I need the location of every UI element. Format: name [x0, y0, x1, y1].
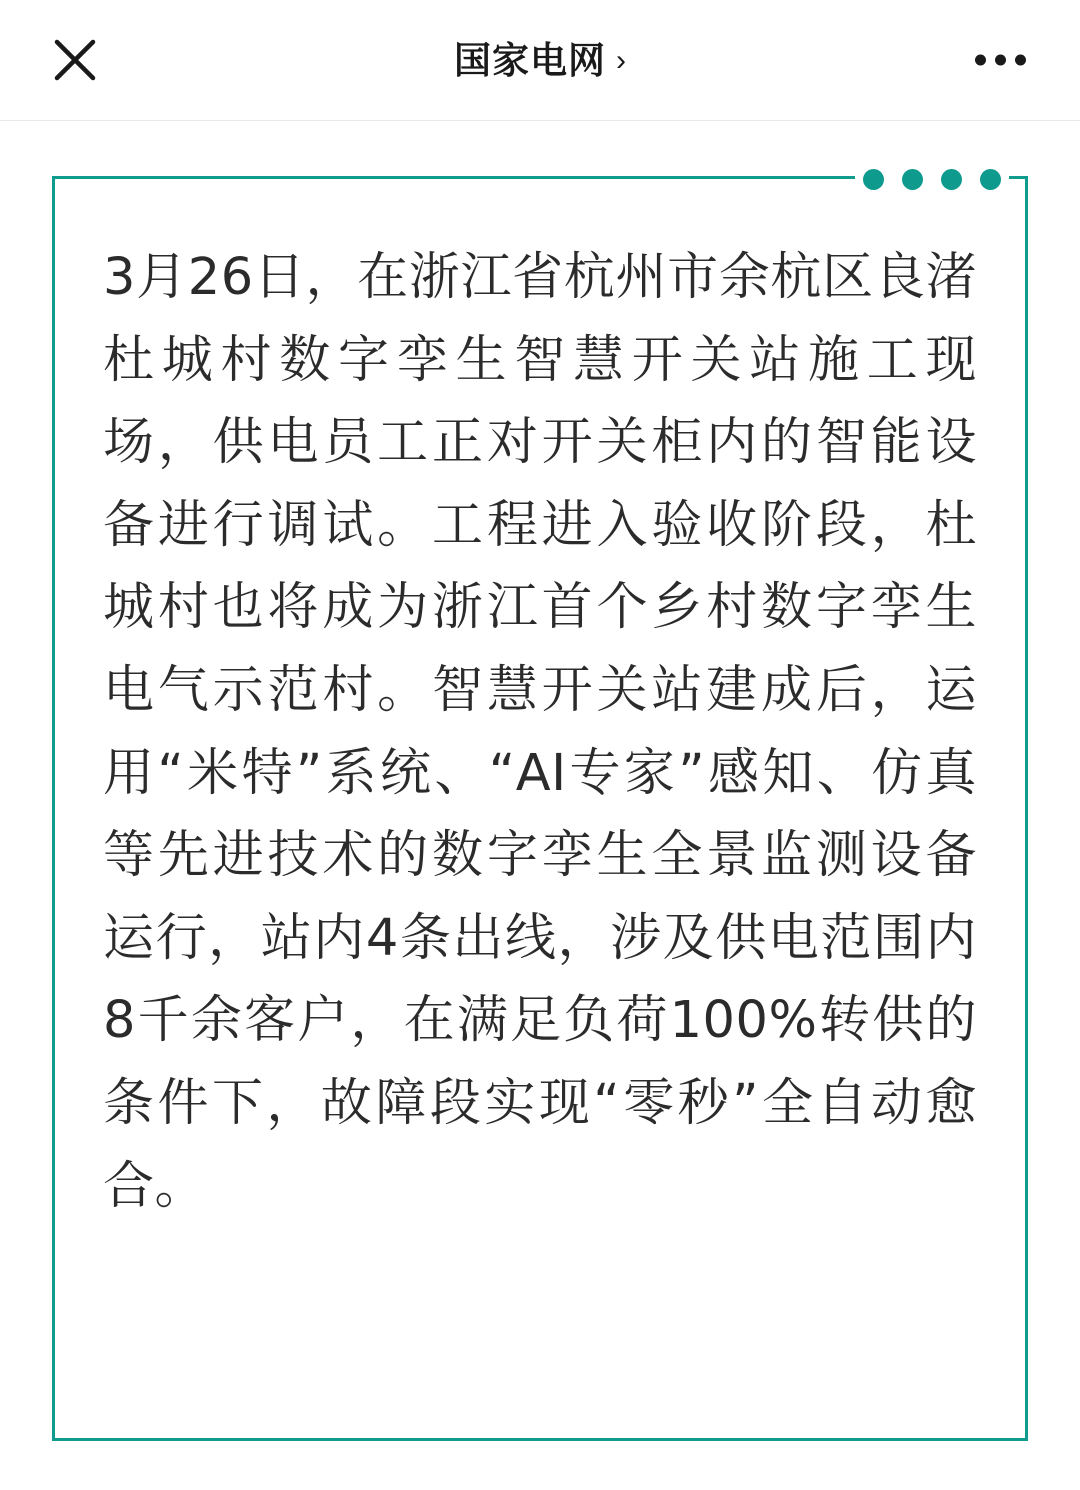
close-icon[interactable]	[48, 33, 102, 87]
more-dot	[1015, 55, 1026, 66]
dot-decoration-icon	[980, 169, 1001, 190]
article-paragraph: 3月26日，在浙江省杭州市余杭区良渚杜城村数字孪生智慧开关站施工现场，供电员工正对开关柜内的智能设备进行调试。工程进入验收阶段，杜城村也将成为浙江首个乡村数字孪生电气示范村。智慧开关站建成后，运用“米特”系统、“AI专家”感知、仿真等先进技术的数字孪生全景监测设备运行，站内4条出线，涉及供电范围内8千余客户，在满足负荷100%转供的条件下，故障段实现“零秒”全自动愈合。	[103, 248, 977, 1216]
chevron-right-icon: ›	[616, 44, 626, 77]
more-dot	[995, 55, 1006, 66]
account-title-button[interactable]	[454, 39, 626, 81]
top-navigation-bar	[0, 0, 1080, 121]
dot-decoration-icon	[941, 169, 962, 190]
decorative-dots	[855, 167, 1009, 191]
article-card-body	[55, 179, 1025, 1268]
dot-decoration-icon	[902, 169, 923, 190]
more-dot	[975, 55, 986, 66]
page-title: 国家电网	[454, 39, 606, 81]
dot-decoration-icon	[863, 169, 884, 190]
article-content-area	[0, 176, 1080, 1441]
article-card	[52, 176, 1028, 1441]
more-options-icon[interactable]	[965, 45, 1036, 76]
